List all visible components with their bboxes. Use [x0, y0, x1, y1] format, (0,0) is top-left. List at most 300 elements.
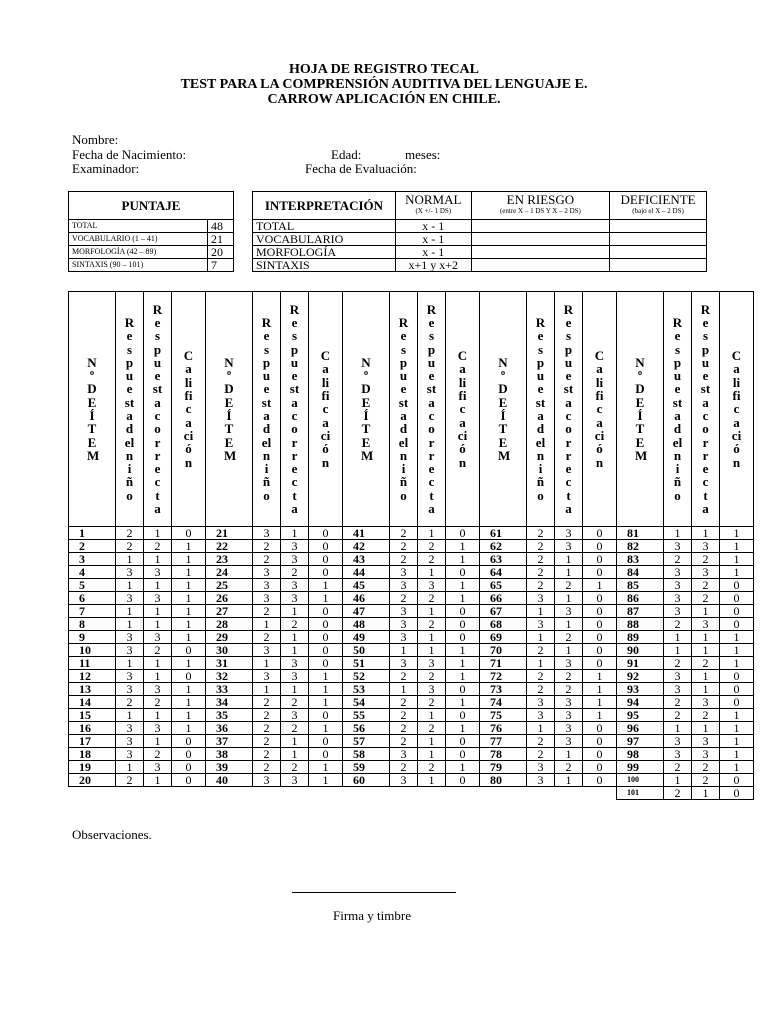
- table-row: [69, 657, 754, 670]
- respuesta-correcta-cell: 1: [281, 735, 309, 748]
- respuesta-nino-cell: 1: [390, 683, 418, 696]
- respuesta-nino-cell: 2: [664, 709, 692, 722]
- respuesta-nino-cell: 2: [390, 735, 418, 748]
- puntaje-value: 20: [208, 246, 234, 259]
- item-number: 76: [480, 722, 527, 735]
- item-number: 69: [480, 631, 527, 644]
- table-row: [69, 722, 754, 735]
- item-number: 5: [69, 579, 116, 592]
- respuesta-correcta-cell: 3: [692, 735, 720, 748]
- respuesta-nino-cell: 2: [253, 748, 281, 761]
- respuesta-correcta-cell: 1: [144, 527, 172, 540]
- item-number: 70: [480, 644, 527, 657]
- respuesta-nino-cell: 1: [116, 605, 144, 618]
- item-number: 71: [480, 657, 527, 670]
- item-number: 74: [480, 696, 527, 709]
- respuesta-nino-cell: 3: [390, 566, 418, 579]
- firma-label: Firma y timbre: [333, 908, 411, 923]
- respuesta-correcta-cell: 2: [555, 579, 583, 592]
- calificacion-cell: 1: [172, 657, 206, 670]
- item-number: 52: [343, 670, 390, 683]
- item-number: 53: [343, 683, 390, 696]
- item-number: 32: [206, 670, 253, 683]
- interp-normal: x+1 y x+2: [395, 259, 471, 272]
- calificacion-cell: 1: [172, 566, 206, 579]
- doc-title-line-3: CARROW APLICACIÓN EN CHILE.: [267, 92, 501, 107]
- calificacion-cell: 0: [309, 657, 343, 670]
- calificacion-cell: 0: [309, 605, 343, 618]
- puntaje-table: [68, 191, 234, 272]
- puntaje-row: [69, 246, 234, 259]
- respuesta-nino-cell: 3: [116, 748, 144, 761]
- respuesta-nino-cell: 3: [664, 748, 692, 761]
- table-row: [69, 592, 754, 605]
- respuesta-correcta-cell: 2: [418, 618, 446, 631]
- respuesta-nino-cell: 1: [664, 774, 692, 787]
- puntaje-value: 21: [208, 233, 234, 246]
- respuesta-correcta-cell: 3: [555, 735, 583, 748]
- respuesta-correcta-cell: 3: [281, 540, 309, 553]
- respuesta-nino-cell: 3: [527, 774, 555, 787]
- respuesta-nino-cell: 3: [116, 722, 144, 735]
- calificacion-cell: 0: [583, 527, 617, 540]
- calificacion-cell: 1: [720, 631, 754, 644]
- item-number-header: Nº DEÍTEM: [69, 292, 116, 527]
- calificacion-cell: 0: [583, 748, 617, 761]
- calificacion-cell: 0: [583, 735, 617, 748]
- calificacion-cell: 0: [720, 774, 754, 787]
- calificacion-cell: 1: [446, 540, 480, 553]
- item-number: 24: [206, 566, 253, 579]
- table-row: [69, 631, 754, 644]
- calificacion-cell: 1: [309, 761, 343, 774]
- puntaje-row: [69, 259, 234, 272]
- calificacion-cell: 0: [583, 644, 617, 657]
- item-number: 20: [69, 774, 116, 787]
- respuesta-nino-cell: 3: [664, 579, 692, 592]
- item-number: 87: [617, 605, 664, 618]
- respuesta-correcta-cell: 1: [692, 527, 720, 540]
- respuesta-correcta-cell: 1: [418, 774, 446, 787]
- calificacion-cell: 1: [720, 761, 754, 774]
- item-number: 97: [617, 735, 664, 748]
- calificacion-cell: 1: [172, 709, 206, 722]
- respuesta-nino-cell: 2: [253, 605, 281, 618]
- interp-label: VOCABULARIO: [253, 233, 396, 246]
- puntaje-value: 48: [208, 220, 234, 233]
- respuesta-correcta-cell: 2: [555, 683, 583, 696]
- respuesta-correcta-cell: 2: [144, 540, 172, 553]
- respuesta-nino-cell: 2: [390, 761, 418, 774]
- respuesta-nino-cell: 2: [527, 735, 555, 748]
- item-number: 60: [343, 774, 390, 787]
- item-number: 19: [69, 761, 116, 774]
- respuesta-nino-cell: 1: [116, 553, 144, 566]
- calificacion-cell: 1: [309, 592, 343, 605]
- respuesta-nino-cell: 3: [116, 670, 144, 683]
- respuesta-correcta-cell: 1: [144, 618, 172, 631]
- calificacion-cell: 0: [720, 605, 754, 618]
- respuesta-nino-cell: 1: [116, 657, 144, 670]
- item-number: 80: [480, 774, 527, 787]
- calificacion-cell: 1: [720, 527, 754, 540]
- respuesta-correcta-cell: 3: [281, 553, 309, 566]
- respuesta-nino-cell: 3: [116, 644, 144, 657]
- respuesta-nino-cell: 3: [390, 631, 418, 644]
- respuesta-nino-cell: 3: [527, 696, 555, 709]
- respuesta-correcta-cell: 1: [555, 566, 583, 579]
- respuesta-correcta-cell: 2: [418, 592, 446, 605]
- respuesta-correcta-cell: 1: [144, 774, 172, 787]
- calificacion-cell: 1: [720, 566, 754, 579]
- item-number: 56: [343, 722, 390, 735]
- calificacion-cell: 0: [309, 527, 343, 540]
- respuesta-correcta-cell: 1: [692, 787, 720, 800]
- item-number: 42: [343, 540, 390, 553]
- respuesta-correcta-cell: 2: [692, 579, 720, 592]
- calificacion-cell: 1: [583, 709, 617, 722]
- empty-cell: [555, 787, 583, 800]
- calificacion-cell: 0: [172, 735, 206, 748]
- item-number: 93: [617, 683, 664, 696]
- respuesta-nino-cell: 3: [390, 657, 418, 670]
- calificacion-cell: 1: [172, 683, 206, 696]
- calificacion-cell: 0: [446, 631, 480, 644]
- respuesta-nino-cell: 3: [664, 683, 692, 696]
- respuesta-correcta-cell: 2: [418, 696, 446, 709]
- empty-cell: [281, 787, 309, 800]
- calificacion-cell: 0: [309, 644, 343, 657]
- item-number: 28: [206, 618, 253, 631]
- signature-line: [292, 892, 456, 893]
- empty-cell: [172, 787, 206, 800]
- calificacion-cell: 1: [446, 761, 480, 774]
- table-row: [69, 683, 754, 696]
- puntaje-row: [69, 233, 234, 246]
- respuesta-nino-cell: 3: [116, 566, 144, 579]
- calificacion-cell: 1: [583, 696, 617, 709]
- respuesta-nino-cell: 3: [527, 618, 555, 631]
- respuesta-correcta-cell: 2: [418, 761, 446, 774]
- calificacion-cell: 1: [446, 722, 480, 735]
- calificacion-header: Calificación: [583, 292, 617, 527]
- table-row: [69, 748, 754, 761]
- deficiente-header: DEFICIENTE (bajo el X – 2 DS): [610, 192, 707, 220]
- respuesta-nino-cell: 1: [664, 631, 692, 644]
- respuesta-correcta-cell: 2: [418, 553, 446, 566]
- respuesta-nino-cell: 2: [116, 540, 144, 553]
- calificacion-cell: 1: [309, 774, 343, 787]
- respuesta-nino-cell: 1: [116, 579, 144, 592]
- respuesta-nino-cell: 2: [253, 709, 281, 722]
- respuesta-correcta-cell: 2: [281, 618, 309, 631]
- empty-cell: [309, 787, 343, 800]
- item-number: 82: [617, 540, 664, 553]
- respuesta-nino-cell: 2: [253, 696, 281, 709]
- table-row: [69, 735, 754, 748]
- respuesta-nino-cell: 2: [527, 683, 555, 696]
- respuesta-correcta-cell: 1: [144, 605, 172, 618]
- item-number: 59: [343, 761, 390, 774]
- respuesta-correcta-cell: 3: [555, 605, 583, 618]
- respuesta-correcta-cell: 1: [692, 670, 720, 683]
- respuesta-correcta-cell: 3: [555, 540, 583, 553]
- calificacion-cell: 1: [172, 618, 206, 631]
- calificacion-cell: 0: [720, 618, 754, 631]
- respuesta-correcta-header: Respuestacorrecta: [692, 292, 720, 527]
- respuesta-correcta-cell: 1: [692, 605, 720, 618]
- calificacion-cell: 0: [309, 748, 343, 761]
- respuesta-correcta-cell: 1: [418, 605, 446, 618]
- respuesta-nino-cell: 2: [116, 774, 144, 787]
- respuesta-correcta-cell: 3: [144, 631, 172, 644]
- respuesta-nino-cell: 3: [664, 592, 692, 605]
- respuesta-nino-cell: 2: [527, 566, 555, 579]
- item-number: 83: [617, 553, 664, 566]
- respuesta-nino-cell: 1: [253, 683, 281, 696]
- item-number-header: Nº DEÍTEM: [617, 292, 664, 527]
- table-row: [69, 540, 754, 553]
- empty-cell: [144, 787, 172, 800]
- respuesta-nino-cell: 3: [664, 670, 692, 683]
- respuesta-correcta-cell: 3: [692, 748, 720, 761]
- respuesta-nino-cell: 1: [664, 644, 692, 657]
- item-number: 9: [69, 631, 116, 644]
- item-number: 41: [343, 527, 390, 540]
- puntaje-label: SINTAXIS (90 – 101): [69, 259, 208, 272]
- respuesta-correcta-header: Respuestacorrecta: [418, 292, 446, 527]
- respuesta-nino-cell: 2: [527, 553, 555, 566]
- respuesta-nino-cell: 3: [253, 644, 281, 657]
- calificacion-header: Calificación: [309, 292, 343, 527]
- interp-row: [253, 233, 707, 246]
- calificacion-cell: 0: [309, 618, 343, 631]
- respuesta-correcta-cell: 1: [418, 644, 446, 657]
- item-number: 39: [206, 761, 253, 774]
- respuesta-correcta-cell: 2: [418, 670, 446, 683]
- respuesta-nino-cell: 1: [527, 605, 555, 618]
- respuesta-nino-cell: 1: [527, 631, 555, 644]
- respuesta-correcta-cell: 3: [418, 579, 446, 592]
- riesgo-header: EN RIESGO (entre X – 1 DS Y X – 2 DS): [471, 192, 609, 220]
- calificacion-cell: 0: [583, 553, 617, 566]
- item-number: 85: [617, 579, 664, 592]
- item-number: 14: [69, 696, 116, 709]
- item-number: 90: [617, 644, 664, 657]
- respuesta-nino-cell: 2: [390, 696, 418, 709]
- respuesta-correcta-cell: 1: [555, 774, 583, 787]
- respuesta-correcta-cell: 3: [281, 709, 309, 722]
- calificacion-cell: 1: [720, 644, 754, 657]
- calificacion-cell: 1: [720, 709, 754, 722]
- respuesta-correcta-cell: 1: [281, 605, 309, 618]
- item-number: 22: [206, 540, 253, 553]
- respuesta-correcta-cell: 1: [692, 722, 720, 735]
- calificacion-cell: 0: [583, 722, 617, 735]
- item-number: 78: [480, 748, 527, 761]
- respuesta-nino-cell: 3: [253, 592, 281, 605]
- calificacion-cell: 0: [172, 670, 206, 683]
- empty-cell: [583, 787, 617, 800]
- calificacion-cell: 0: [172, 774, 206, 787]
- item-number: 101: [617, 787, 664, 800]
- respuesta-nino-cell: 2: [390, 540, 418, 553]
- item-number: 29: [206, 631, 253, 644]
- item-number: 94: [617, 696, 664, 709]
- interp-label: TOTAL: [253, 220, 396, 233]
- empty-cell: [480, 787, 527, 800]
- item-number: 36: [206, 722, 253, 735]
- respuesta-correcta-cell: 1: [418, 709, 446, 722]
- item-number: 8: [69, 618, 116, 631]
- item-number: 3: [69, 553, 116, 566]
- table-row: [69, 527, 754, 540]
- respuesta-nino-cell: 3: [390, 605, 418, 618]
- item-number: 33: [206, 683, 253, 696]
- respuesta-correcta-cell: 1: [281, 527, 309, 540]
- item-number-header: Nº DEÍTEM: [343, 292, 390, 527]
- item-number: 72: [480, 670, 527, 683]
- calificacion-cell: 0: [583, 618, 617, 631]
- nombre-label: Nombre:: [72, 132, 119, 147]
- table-row: [69, 605, 754, 618]
- item-number: 11: [69, 657, 116, 670]
- calificacion-cell: 0: [720, 787, 754, 800]
- empty-cell: [418, 787, 446, 800]
- meses-label: meses:: [405, 147, 441, 162]
- respuesta-correcta-cell: 3: [555, 527, 583, 540]
- calificacion-cell: 1: [583, 683, 617, 696]
- item-number: 98: [617, 748, 664, 761]
- calificacion-cell: 1: [172, 579, 206, 592]
- respuesta-nino-cell: 2: [664, 787, 692, 800]
- respuesta-nino-cell: 2: [527, 748, 555, 761]
- empty-cell: [343, 787, 390, 800]
- respuesta-correcta-cell: 1: [555, 592, 583, 605]
- calificacion-cell: 0: [309, 631, 343, 644]
- calificacion-cell: 0: [583, 566, 617, 579]
- interp-normal: x - 1: [395, 220, 471, 233]
- respuesta-nino-cell: 2: [253, 540, 281, 553]
- calificacion-cell: 0: [446, 566, 480, 579]
- calificacion-cell: 1: [446, 696, 480, 709]
- puntaje-value: 7: [208, 259, 234, 272]
- item-number: 54: [343, 696, 390, 709]
- table-row: [69, 670, 754, 683]
- item-number: 65: [480, 579, 527, 592]
- respuesta-correcta-cell: 1: [692, 683, 720, 696]
- item-number: 68: [480, 618, 527, 631]
- respuesta-nino-cell: 2: [390, 553, 418, 566]
- respuesta-correcta-cell: 2: [418, 540, 446, 553]
- respuesta-correcta-cell: 1: [144, 579, 172, 592]
- respuesta-correcta-cell: 2: [555, 761, 583, 774]
- item-number-header: Nº DEÍTEM: [206, 292, 253, 527]
- table-row: [69, 774, 754, 787]
- calificacion-cell: 1: [720, 553, 754, 566]
- respuesta-nino-cell: 1: [253, 618, 281, 631]
- item-number: 46: [343, 592, 390, 605]
- item-number: 12: [69, 670, 116, 683]
- calificacion-cell: 0: [309, 540, 343, 553]
- calificacion-cell: 1: [309, 670, 343, 683]
- respuesta-nino-cell: 3: [253, 774, 281, 787]
- respuesta-nino-cell: 2: [390, 670, 418, 683]
- table-row: [69, 618, 754, 631]
- respuesta-nino-cell: 2: [527, 644, 555, 657]
- respuesta-nino-cell: 1: [664, 527, 692, 540]
- item-number: 100: [617, 774, 664, 787]
- respuesta-nino-header: Respuestadelniño: [116, 292, 144, 527]
- item-number: 18: [69, 748, 116, 761]
- calificacion-cell: 0: [720, 579, 754, 592]
- respuesta-nino-cell: 1: [390, 644, 418, 657]
- respuesta-correcta-cell: 2: [692, 761, 720, 774]
- calificacion-cell: 0: [172, 527, 206, 540]
- respuesta-correcta-cell: 2: [281, 566, 309, 579]
- doc-title-line-2: TEST PARA LA COMPRENSIÓN AUDITIVA DEL LENGUAJE E.: [180, 77, 588, 92]
- edad-label: Edad:: [331, 147, 362, 162]
- respuesta-correcta-cell: 1: [692, 631, 720, 644]
- calificacion-cell: 0: [446, 527, 480, 540]
- calificacion-cell: 1: [309, 722, 343, 735]
- respuesta-correcta-cell: 1: [144, 657, 172, 670]
- calificacion-cell: 1: [720, 748, 754, 761]
- respuesta-correcta-cell: 1: [555, 748, 583, 761]
- respuesta-correcta-cell: 3: [144, 592, 172, 605]
- item-number: 40: [206, 774, 253, 787]
- item-number: 47: [343, 605, 390, 618]
- item-number: 73: [480, 683, 527, 696]
- observaciones-label: Observaciones.: [72, 827, 152, 842]
- calificacion-header: Calificación: [720, 292, 754, 527]
- respuesta-correcta-cell: 2: [555, 631, 583, 644]
- respuesta-nino-cell: 3: [253, 527, 281, 540]
- respuesta-nino-cell: 2: [116, 527, 144, 540]
- calificacion-header: Calificación: [172, 292, 206, 527]
- respuesta-nino-cell: 1: [527, 722, 555, 735]
- item-number: 26: [206, 592, 253, 605]
- calificacion-cell: 1: [172, 722, 206, 735]
- puntaje-row: [69, 220, 234, 233]
- respuesta-nino-cell: 3: [116, 631, 144, 644]
- respuesta-nino-cell: 3: [116, 592, 144, 605]
- item-number: 16: [69, 722, 116, 735]
- calificacion-cell: 1: [446, 553, 480, 566]
- calificacion-cell: 0: [583, 657, 617, 670]
- respuesta-correcta-cell: 2: [144, 748, 172, 761]
- respuesta-correcta-cell: 1: [281, 631, 309, 644]
- respuesta-nino-cell: 2: [664, 657, 692, 670]
- respuesta-correcta-cell: 1: [418, 748, 446, 761]
- respuesta-correcta-cell: 1: [555, 553, 583, 566]
- item-number: 58: [343, 748, 390, 761]
- respuesta-correcta-cell: 2: [281, 722, 309, 735]
- answers-table: [68, 291, 754, 800]
- calificacion-cell: 1: [446, 592, 480, 605]
- item-number: 77: [480, 735, 527, 748]
- fecha-evaluacion-label: Fecha de Evaluación:: [305, 161, 417, 176]
- respuesta-nino-cell: 2: [664, 761, 692, 774]
- respuesta-correcta-header: Respuestacorrecta: [281, 292, 309, 527]
- respuesta-correcta-cell: 2: [692, 774, 720, 787]
- respuesta-correcta-cell: 3: [281, 670, 309, 683]
- table-row: [69, 709, 754, 722]
- respuesta-correcta-cell: 1: [555, 618, 583, 631]
- calificacion-cell: 0: [446, 735, 480, 748]
- respuesta-correcta-cell: 3: [418, 683, 446, 696]
- respuesta-nino-cell: 3: [527, 592, 555, 605]
